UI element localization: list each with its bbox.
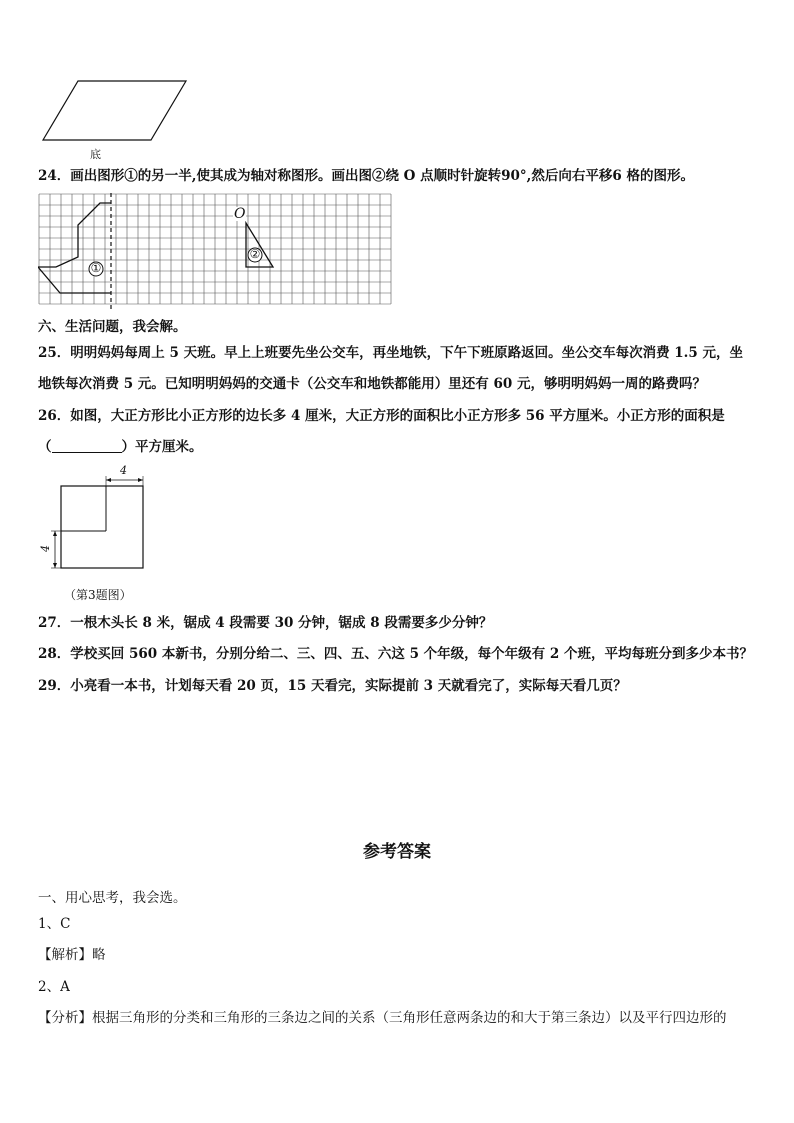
square-dim-left-label: 4 [39,545,52,552]
square-dim-top-label: 4 [120,464,127,477]
square-figure [40,462,160,582]
left-arrow-up-icon [53,531,57,536]
left-arrow-down-icon [53,563,57,568]
shape-1-outline [38,203,111,293]
answers-section-1: 一、用心思考，我会选。 [38,890,187,906]
section-6-title: 六、生活问题，我会解。 [38,319,187,335]
parallelogram-base-label: 底 [90,148,101,161]
square-figure-caption: （第3题图） [64,588,132,602]
answer-1-note: 【解析】略 [38,947,106,963]
answer-blank[interactable] [52,438,122,453]
question-26-line-1: 26．如图，大正方形比小正方形的边长多 4 厘米，大正方形的面积比小正方形多 56 平方厘米。小正方形的面积是 [38,408,725,424]
top-arrow-left-icon [106,478,111,482]
open-paren: （ [38,439,52,455]
grid-figure [38,193,394,311]
shape-2-label: ② [249,247,261,261]
outer-square [61,486,143,568]
parallelogram-shape [43,81,186,140]
question-26-line-2 [38,438,203,456]
question-24: 24．画出图形①的另一半,使其成为轴对称图形。画出图②绕 O 点顺时针旋转90°,然后向右平移6 格的图形。 [38,168,694,184]
close-text: ）平方厘米。 [121,439,203,455]
answer-2: 2、A [38,979,70,995]
shape-1-label: ① [90,261,102,275]
question-25-line-2: 地铁每次消费 5 元。已知明明妈妈的交通卡（公交车和地铁都能用）里还有 60 元，够明明妈妈一周的路费吗？ [38,376,706,392]
answer-1: 1、C [38,916,71,932]
parallelogram-figure [38,76,198,166]
question-27: 27．一根木头长 8 米，锯成 4 段需要 30 分钟，锯成 8 段需要多少分钟？ [38,615,493,631]
point-o-label: O [234,206,246,222]
answers-heading: 参考答案 [363,842,431,862]
answer-2-note: 【分析】根据三角形的分类和三角形的三条边之间的关系（三角形任意两条边的和大于第三条边）以及平行四边形的 [38,1010,727,1026]
top-arrow-right-icon [138,478,143,482]
question-29: 29．小亮看一本书，计划每天看 20 页，15 天看完，实际提前 3 天就看完了，实际每天看几页？ [38,678,627,694]
question-28: 28．学校买回 560 本新书，分别分给二、三、四、五、六这 5 个年级，每个年级有 2 个班，平均每班分到多少本书？ [38,646,753,662]
question-25-line-1: 25．明明妈妈每周上 5 天班。早上上班要先坐公交车，再坐地铁，下午下班原路返回。坐公交车每次消费 1.5 元，坐 [38,345,743,361]
